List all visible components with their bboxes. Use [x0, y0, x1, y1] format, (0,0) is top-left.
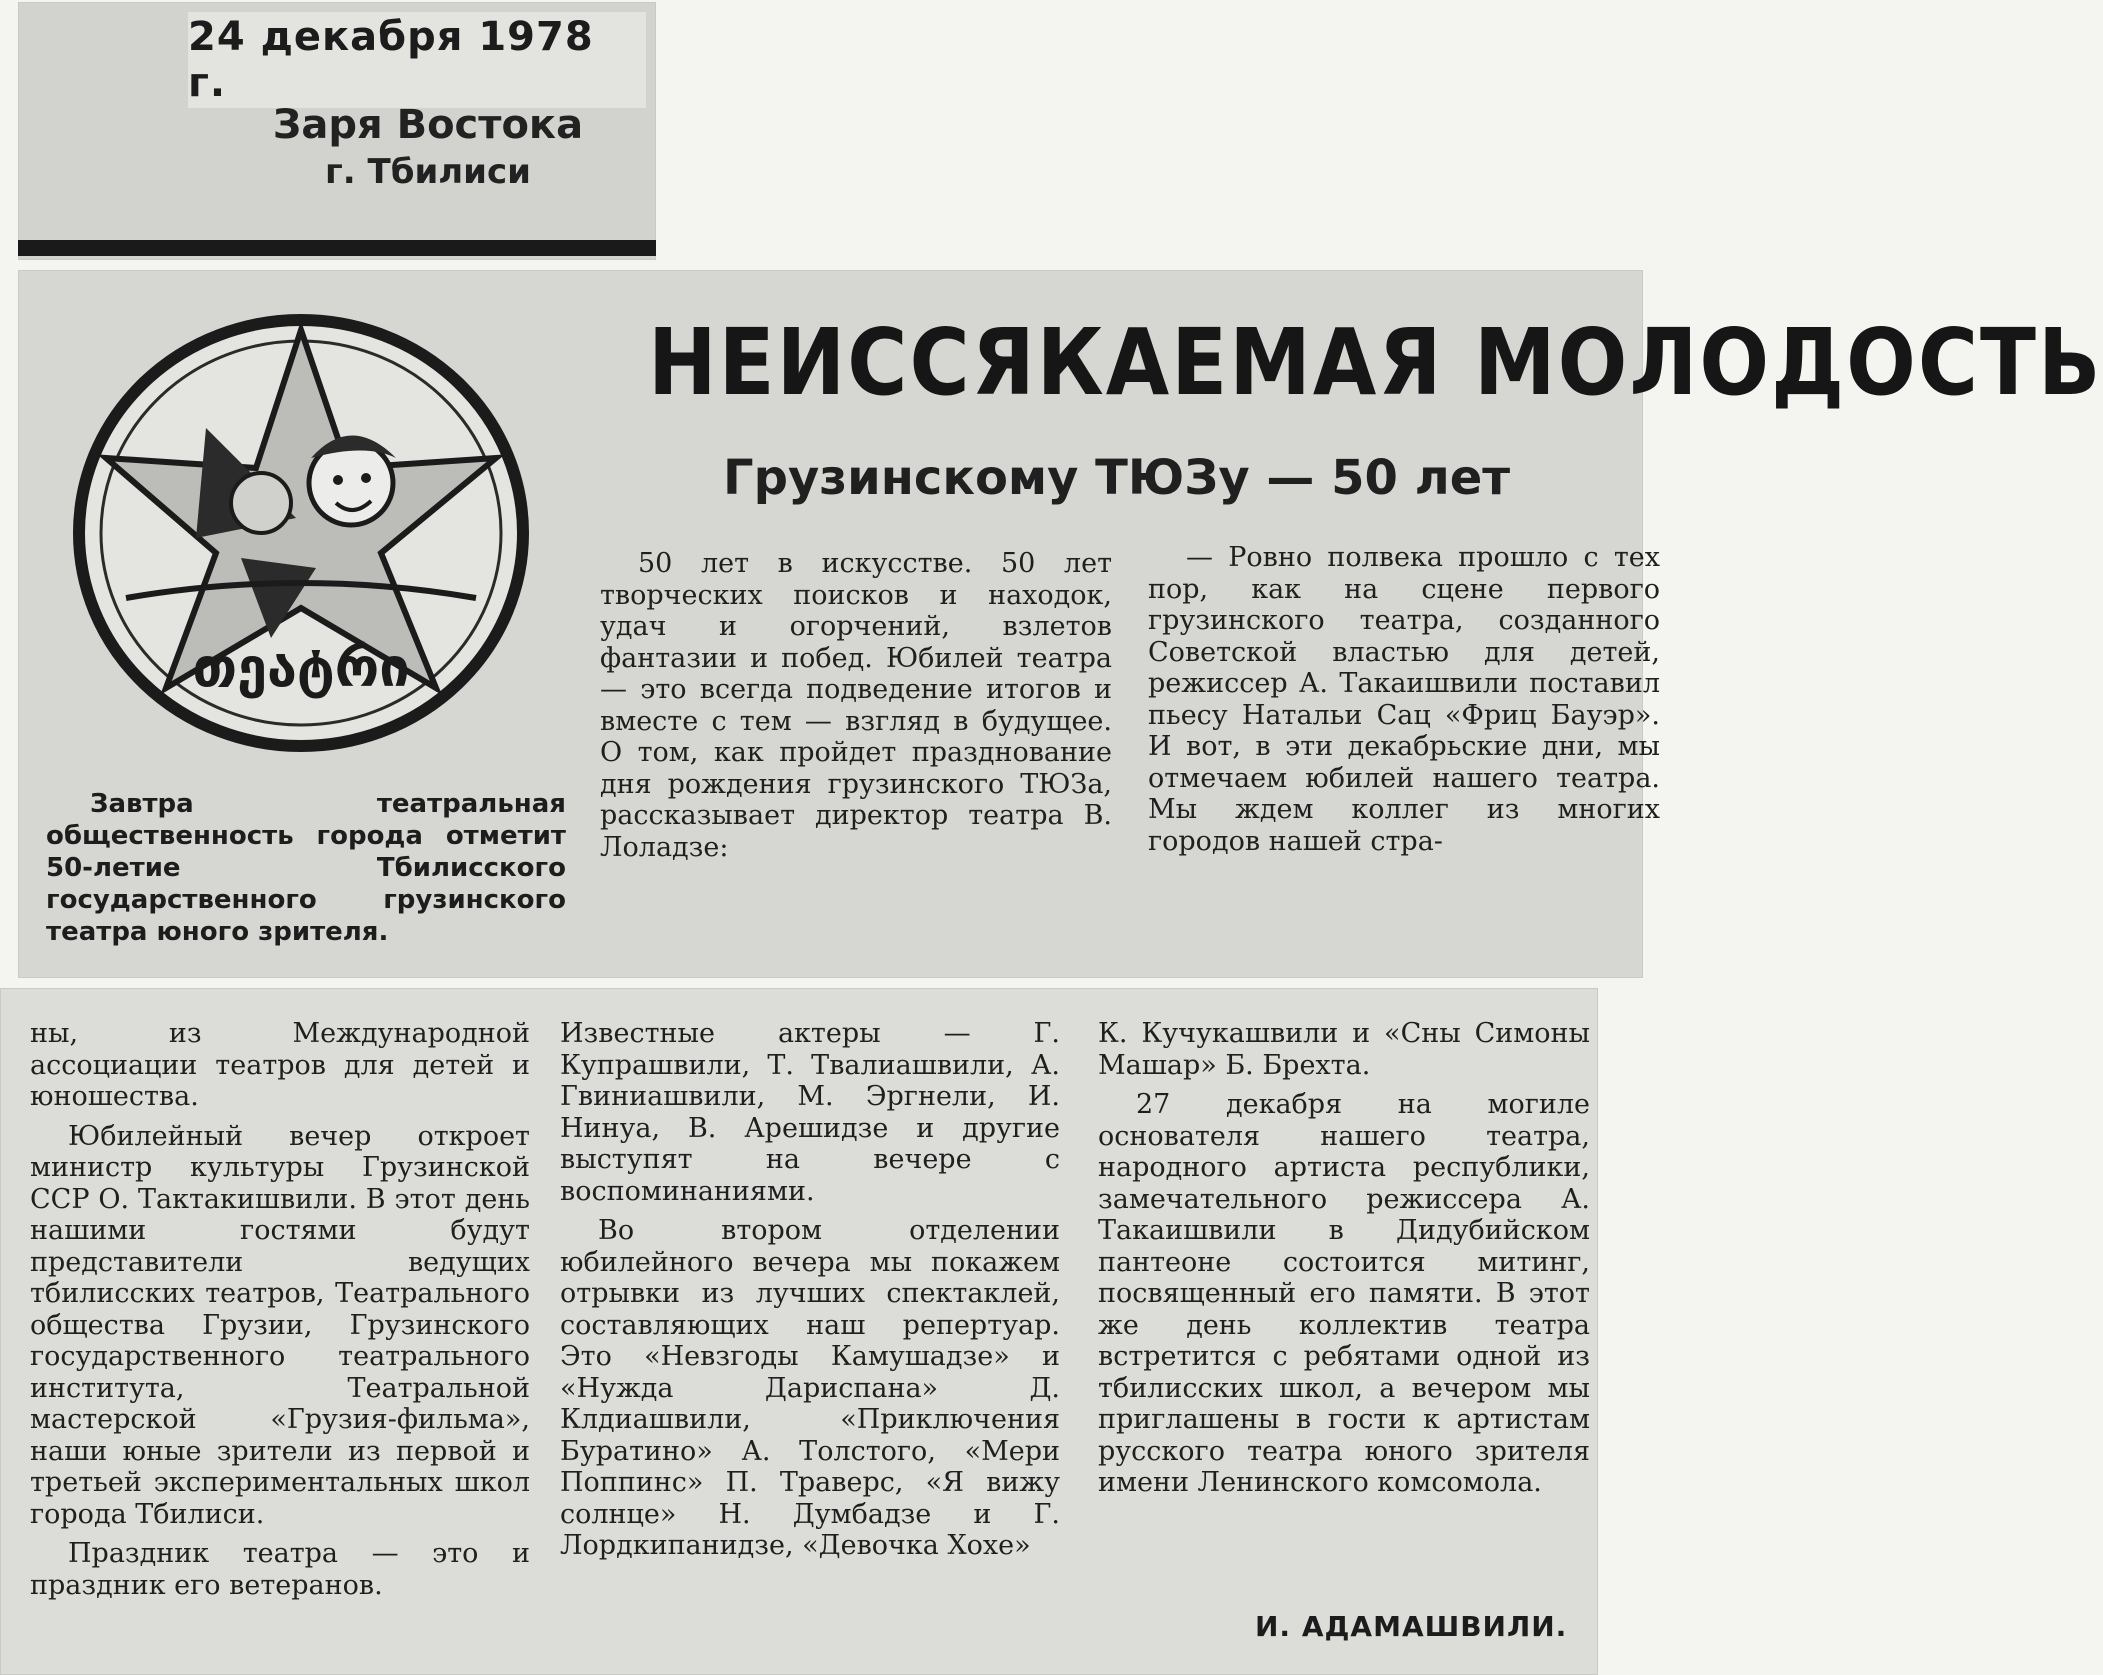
article-subheadline: Грузинскому ТЮЗу — 50 лет — [723, 450, 1511, 506]
emblem-label: თეატრი — [192, 636, 410, 699]
quote-column-top — [1148, 542, 1660, 865]
paragraph: Известные актеры — Г. Купрашвили, Т. Твалиашвили, А. Гвиниашвили, М. Эргнели, И. Нинуа, В. Арешидзе и другие выступят на вечере с воспоминаниями. — [560, 1018, 1060, 1207]
publication-date: 24 декабря 1978 г. — [188, 12, 646, 108]
paragraph: Юбилейный вечер откроет министр культуры Грузинской ССР О. Тактакишвили. В этот день нашими гостями будут представители ведущих тбилисских театров, Театрального общества Грузии, Грузинского государственного театрального института, Театральной мастерской «Грузия-фильма», наши юные зрители из первой и третьей экспериментальных школ города Тбилиси. — [30, 1120, 530, 1530]
theatre-emblem-image — [66, 308, 536, 758]
article-top-clipping — [18, 270, 2103, 978]
article-bottom-clipping — [0, 988, 1598, 1675]
article-column-1 — [30, 1018, 530, 1609]
header-clipping — [18, 2, 656, 260]
paragraph: 27 декабря на могиле основателя нашего театра, народного артиста республики, замечательного режиссера А. Такаишвили в Дидубийском пантеоне состоится митинг, посвященный его памяти. В этот же день коллектив театра встретится с ребятами одной из тбилисских школ, а вечером мы приглашены в гости к артистам русского театра юного зрителя имени Ленинского комсомола. — [1098, 1089, 1590, 1498]
intro-paragraph: 50 лет в искусстве. 50 лет творческих поисков и находок, удач и огорчений, взлетов фантазии и побед. Юбилей театра — это всегда подведение итогов и вместе с тем — взгляд в будущее. О том, как пройдет празднование дня рождения грузинского ТЮЗа, рассказывает директор театра В. Лоладзе: — [600, 548, 1112, 863]
article-column-2 — [560, 1018, 1060, 1570]
photo-caption-text: Завтра театральная общественность города отметит 50-летие Тбилисского государственного грузинского театра юного зрителя. — [46, 789, 566, 947]
quote-paragraph: — Ровно полвека прошло с тех пор, как на сцене первого грузинского театра, созданного Советской властью для детей, режиссер А. Такаишвили поставил пьесу Натальи Сац «Фриц Бауэр». И вот, в эти декабрьские дни, мы отмечаем юбилей нашего театра. Мы ждем коллег из многих городов нашей стра- — [1148, 542, 1660, 857]
photo-caption — [46, 788, 566, 948]
paragraph: Во втором отделении юбилейного вечера мы покажем отрывки из лучших спектаклей, составляющих наш репертуар. Это «Невзгоды Камушадзе» и «Нужда Дариспана» Д. Клдиашвили, «Приключения Буратино» А. Толстого, «Мери Поппинс» П. Траверс, «Я вижу солнце» Н. Думбадзе и Г. Лордкипанидзе, «Девочка Хохе» — [560, 1215, 1060, 1561]
paragraph: ны, из Международной ассоциации театров для детей и юношества. — [30, 1018, 530, 1112]
newspaper-city: г. Тбилиси — [325, 152, 531, 192]
header-divider — [18, 240, 656, 256]
article-headline: НЕИССЯКАЕМАЯ МОЛОДОСТЬ — [648, 310, 2103, 417]
paragraph: К. Кучукашвили и «Сны Симоны Машар» Б. Брехта. — [1098, 1018, 1590, 1081]
intro-column — [600, 548, 1112, 871]
paragraph: Праздник театра — это и праздник его ветеранов. — [30, 1538, 530, 1601]
newspaper-name: Заря Востока — [272, 102, 584, 148]
author-signature: И. АДАМАШВИЛИ. — [1255, 1610, 1568, 1643]
article-column-3 — [1098, 1018, 1590, 1507]
